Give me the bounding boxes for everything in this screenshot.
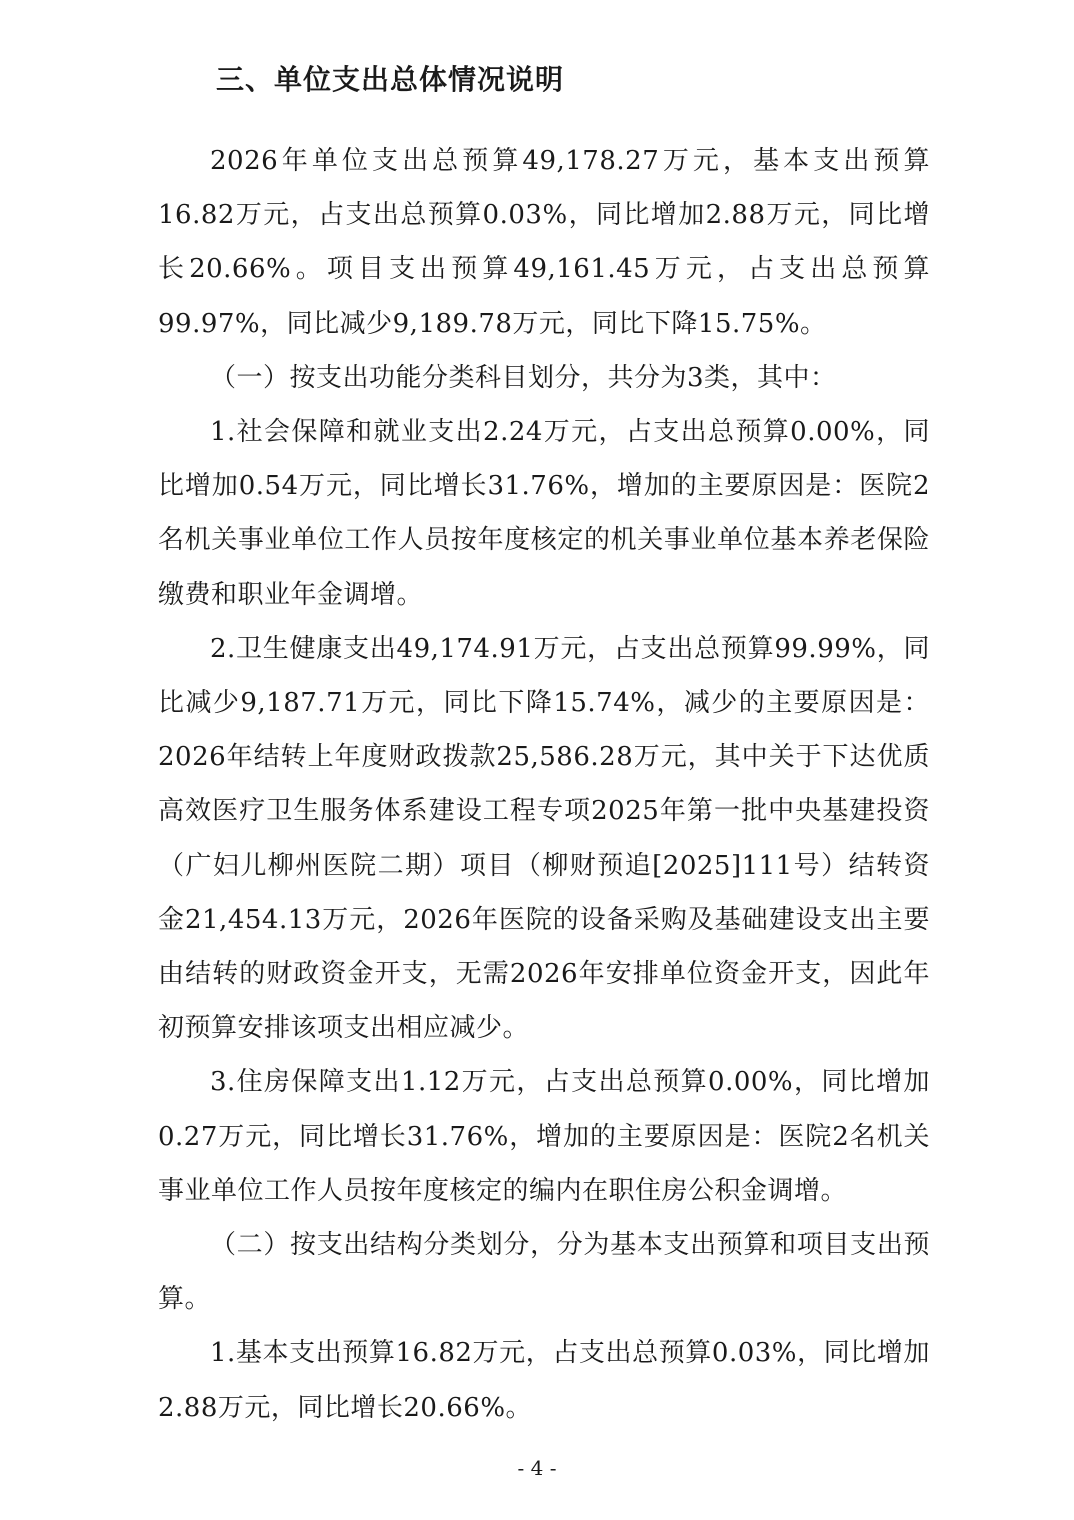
paragraph-basic-expenditure: 1.基本支出预算16.82万元，占支出总预算0.03%，同比增加2.88万元，同比增长20.66%。 — [158, 1338, 930, 1423]
paragraph-structural-classification: （二）按支出结构分类划分，分为基本支出预算和项目支出预算。 — [158, 1230, 930, 1315]
page-number: - 4 - — [517, 1456, 557, 1480]
paragraph-housing: 3.住房保障支出1.12万元，占支出总预算0.00%，同比增加0.27万元，同比增长31.76%，增加的主要原因是：医院2名机关事业单位工作人员按年度核定的编内在职住房公积金调增。 — [158, 1067, 930, 1206]
paragraph-health: 2.卫生健康支出49,174.91万元，占支出总预算99.99%，同比减少9,187.71万元，同比下降15.74%，减少的主要原因是：2026年结转上年度财政拨款25,586.28万元，其中关于下达优质高效医疗卫生服务体系建设工程专项2025年第一批中央基建投资（广妇儿柳州医院二期）项目（柳财预追[2025]111号）结转资金21,454.13万元，2026年医院的设备采购及基础建设支出主要由结转的财政资金开支，无需2026年安排单位资金开支，因此年初预算安排该项支出相应减少。 — [158, 633, 930, 1044]
section-heading: 三、单位支出总体情况说明 — [216, 63, 565, 96]
paragraph-social-security: 1.社会保障和就业支出2.24万元，占支出总预算0.00%，同比增加0.54万元，同比增长31.76%，增加的主要原因是：医院2名机关事业单位工作人员按年度核定的机关事业单位基本养老保险缴费和职业年金调增。 — [158, 417, 930, 610]
paragraph-functional-classification: （一）按支出功能分类科目划分，共分为3类，其中： — [210, 362, 837, 393]
document-body — [158, 134, 930, 1435]
paragraph-overview: 2026年单位支出总预算49,178.27万元，基本支出预算16.82万元，占支出总预算0.03%，同比增加2.88万元，同比增长20.66%。项目支出预算49,161.45万元，占支出总预算99.97%，同比减少9,189.78万元，同比下降15.75%。 — [158, 146, 930, 339]
